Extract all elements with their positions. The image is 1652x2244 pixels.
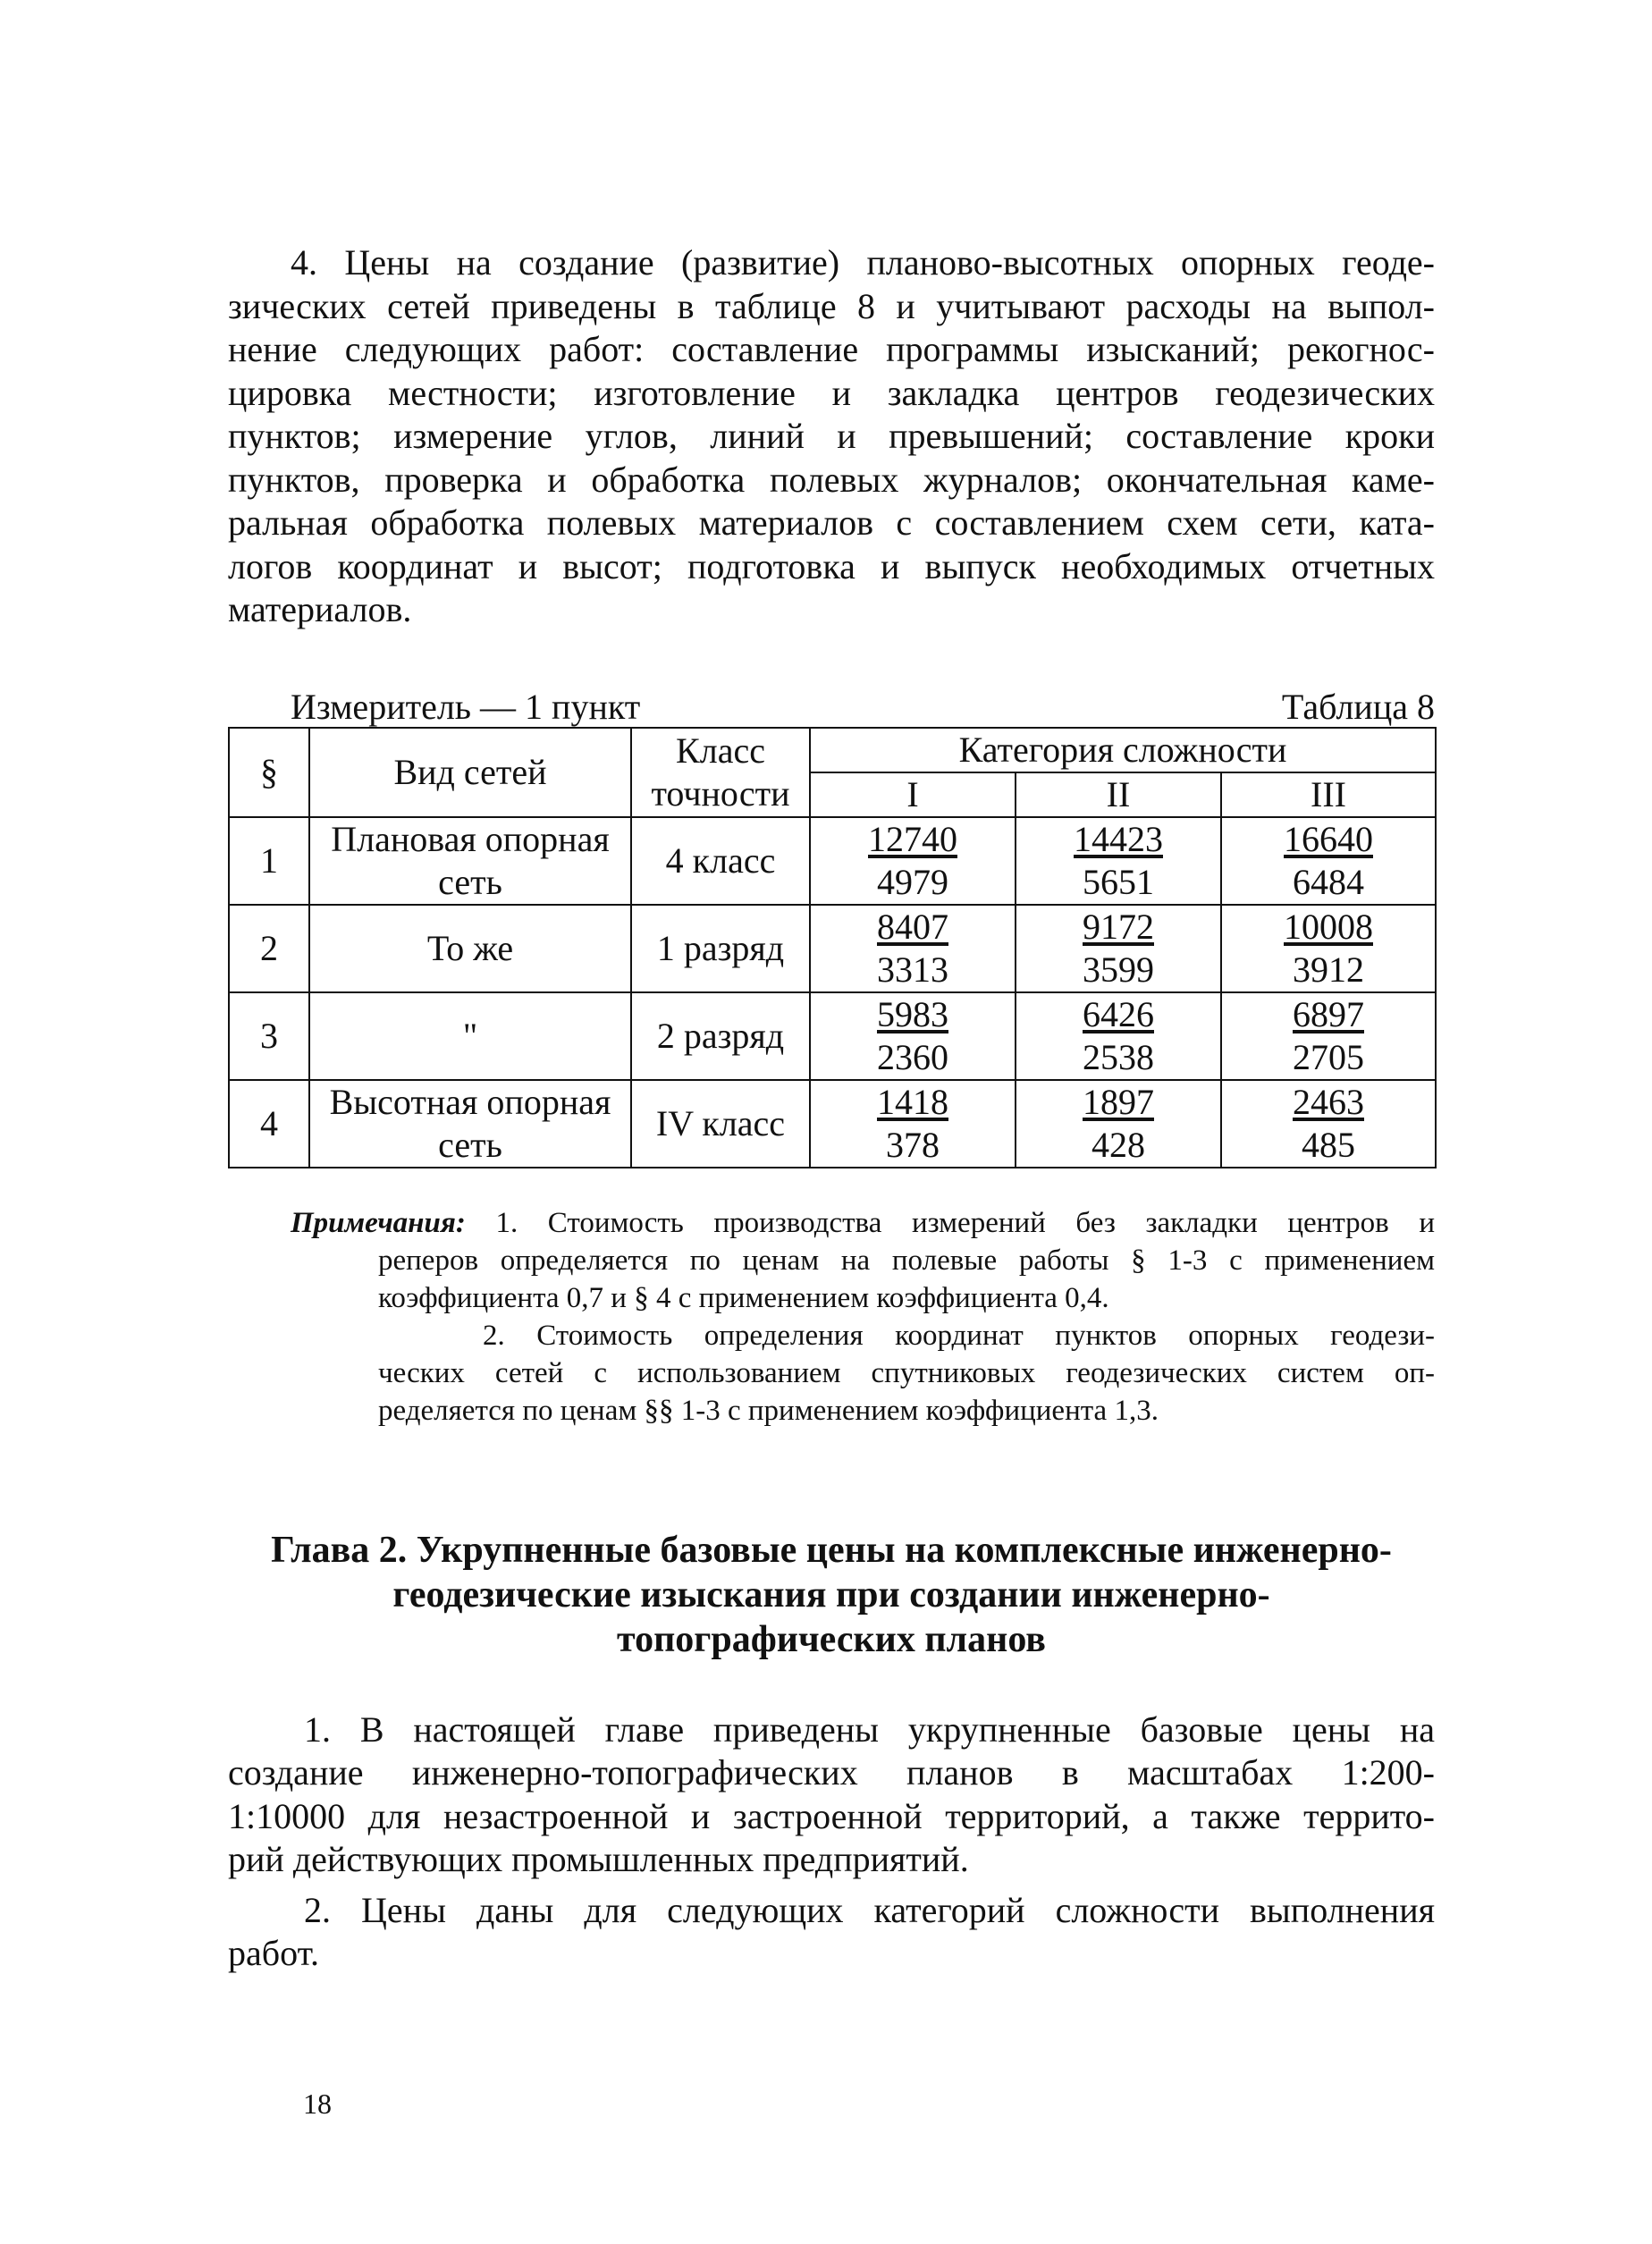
header-cat-1: I — [810, 772, 1016, 817]
chapter-line: геодезические изыскания при создании инженерно- — [392, 1573, 1270, 1616]
table-row — [229, 992, 1436, 1080]
row-cat1 — [810, 1080, 1016, 1168]
body-line: работ. — [228, 1933, 320, 1973]
row-number: 3 — [229, 992, 309, 1080]
price-part: 6484 — [1293, 861, 1364, 902]
note-1-line: реперов определяется по ценам на полевые работы § 1-3 с применением — [378, 1244, 1435, 1277]
intro-line: зических сетей приведены в таблице 8 и учитывают расходы на выпол- — [228, 285, 1435, 326]
chapter-paragraph-1 — [228, 1708, 1435, 1882]
price-total: 16640 — [1284, 818, 1373, 859]
price-part: 2538 — [1083, 1036, 1154, 1077]
table-measure: Измеритель — 1 пункт — [291, 686, 641, 727]
row-network-type: То же — [309, 905, 631, 992]
table-notes — [228, 1204, 1435, 1430]
header-accuracy-l2: точности — [651, 772, 790, 814]
note-1-line: коэффициента 0,7 и § 4 с применением коэффициента 0,4. — [378, 1281, 1109, 1314]
row-number: 4 — [229, 1080, 309, 1168]
table-row — [229, 905, 1436, 992]
price-total: 5983 — [877, 993, 948, 1034]
intro-line: нение следующих работ: составление программы изысканий; рекогнос- — [228, 329, 1435, 369]
price-part: 3313 — [877, 949, 948, 990]
price-part: 485 — [1302, 1124, 1355, 1165]
note-2-line: ределяется по ценам §§ 1-3 с применением коэффициента 1,3. — [378, 1394, 1159, 1427]
row-cat1 — [810, 905, 1016, 992]
price-total: 9172 — [1083, 906, 1154, 947]
body-line: 1. В настоящей главе приведены укрупненные базовые цены на — [304, 1708, 1435, 1750]
row-type-line: Плановая опорная — [331, 818, 610, 859]
row-network-type — [309, 817, 631, 905]
row-cat3 — [1221, 992, 1436, 1080]
row-class: IV класс — [631, 1080, 810, 1168]
header-section: § — [229, 728, 309, 817]
price-part: 2360 — [877, 1036, 948, 1077]
header-accuracy-class — [631, 728, 810, 817]
chapter-line: топографических планов — [617, 1618, 1046, 1660]
document-page — [228, 241, 1435, 1976]
row-class: 1 разряд — [631, 905, 810, 992]
row-cat2 — [1016, 905, 1221, 992]
row-cat1 — [810, 992, 1016, 1080]
intro-line: пунктов, проверка и обработка полевых журналов; окончательная каме- — [228, 459, 1435, 500]
price-part: 5651 — [1083, 861, 1154, 902]
price-part: 378 — [886, 1124, 940, 1165]
body-line: 1:10000 для незастроенной и застроенной территорий, а также террито- — [228, 1795, 1435, 1836]
intro-line: пунктов; измерение углов, линий и превышений; составление кроки — [228, 416, 1435, 456]
notes-label: Примечания: — [291, 1206, 466, 1239]
row-number: 1 — [229, 817, 309, 905]
price-part: 428 — [1092, 1124, 1145, 1165]
price-total: 10008 — [1284, 906, 1373, 947]
row-cat1 — [810, 817, 1016, 905]
price-table — [228, 727, 1437, 1168]
page-number: 18 — [303, 2088, 332, 2120]
body-line: создание инженерно-топографических планов в масштабах 1:200- — [228, 1752, 1435, 1793]
price-total: 14423 — [1074, 818, 1163, 859]
price-total: 2463 — [1293, 1081, 1364, 1122]
chapter-heading — [228, 1528, 1435, 1662]
header-cat-3: III — [1221, 772, 1436, 817]
row-network-type: " — [309, 992, 631, 1080]
table-title: Таблица 8 — [1281, 686, 1435, 727]
note-1-line — [291, 1204, 1435, 1242]
table-caption — [228, 688, 1435, 727]
price-total: 12740 — [868, 818, 957, 859]
table-header-row — [229, 728, 1436, 772]
note-2-line: 2. Стоимость определения координат пунктов опорных геодези- — [483, 1319, 1435, 1352]
chapter-line: Глава 2. Укрупненные базовые цены на комплексные инженерно- — [271, 1529, 1392, 1571]
note-text: 1. Стоимость производства измерений без закладки центров и — [495, 1206, 1436, 1239]
price-part: 2705 — [1293, 1036, 1364, 1077]
chapter-paragraph-2 — [228, 1889, 1435, 1976]
price-part: 3599 — [1083, 949, 1154, 990]
body-line: 2. Цены даны для следующих категорий сложности выполнения — [304, 1889, 1435, 1930]
row-type-line: сеть — [438, 1124, 502, 1165]
intro-line: цировка местности; изготовление и закладка центров геодезических — [228, 372, 1435, 413]
table-row — [229, 817, 1436, 905]
intro-line: материалов. — [228, 589, 412, 629]
body-line: рий действующих промышленных предприятий. — [228, 1839, 969, 1879]
price-total: 8407 — [877, 906, 948, 947]
row-class: 2 разряд — [631, 992, 810, 1080]
price-total: 1897 — [1083, 1081, 1154, 1122]
row-cat2 — [1016, 817, 1221, 905]
price-total: 6426 — [1083, 993, 1154, 1034]
table-row — [229, 1080, 1436, 1168]
intro-line: ральная обработка полевых материалов с составлением схем сети, ката- — [228, 502, 1435, 543]
note-2-line: ческих сетей с использованием спутниковых геодезических систем оп- — [378, 1356, 1435, 1389]
row-type-line: Высотная опорная — [329, 1081, 611, 1122]
price-part: 3912 — [1293, 949, 1364, 990]
row-type-line: сеть — [438, 861, 502, 902]
intro-paragraph — [228, 241, 1435, 632]
row-cat2 — [1016, 1080, 1221, 1168]
price-total: 1418 — [877, 1081, 948, 1122]
header-category: Категория сложности — [810, 728, 1436, 772]
row-cat2 — [1016, 992, 1221, 1080]
intro-line: 4. Цены на создание (развитие) планово-высотных опорных геоде- — [291, 242, 1435, 283]
row-class: 4 класс — [631, 817, 810, 905]
price-part: 4979 — [877, 861, 948, 902]
row-cat3 — [1221, 817, 1436, 905]
header-accuracy-l1: Класс — [676, 730, 765, 771]
row-cat3 — [1221, 905, 1436, 992]
price-total: 6897 — [1293, 993, 1364, 1034]
row-number: 2 — [229, 905, 309, 992]
row-cat3 — [1221, 1080, 1436, 1168]
header-network-type: Вид сетей — [309, 728, 631, 817]
header-cat-2: II — [1016, 772, 1221, 817]
intro-line: логов координат и высот; подготовка и выпуск необходимых отчетных — [228, 545, 1435, 586]
row-network-type — [309, 1080, 631, 1168]
